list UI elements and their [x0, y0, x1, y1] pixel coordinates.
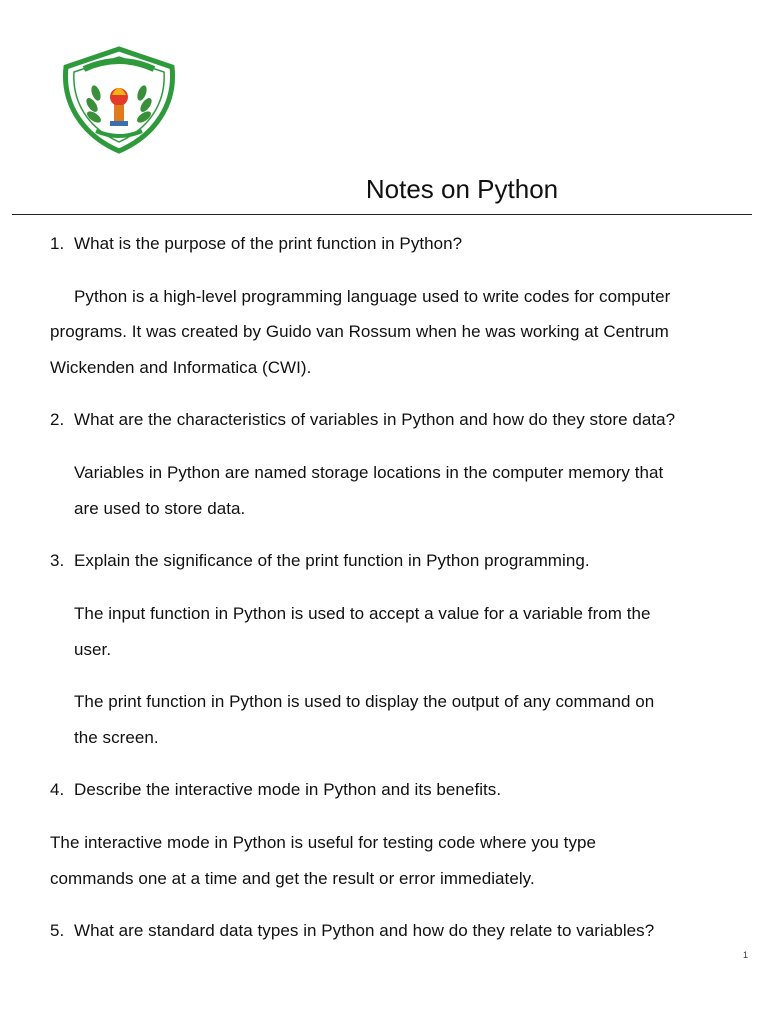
question-text: Describe the interactive mode in Python and its benefits. [74, 780, 502, 799]
question-number: 3. [50, 551, 65, 570]
question-number: 1. [50, 234, 65, 253]
question-number: 5. [50, 921, 65, 940]
question-text: What are standard data types in Python and how do they relate to variables? [74, 921, 655, 940]
question-text: What is the purpose of the print function in Python? [74, 234, 463, 253]
answer-line: the screen. [74, 728, 159, 747]
answer-line: Variables in Python are named storage locations in the computer memory that [74, 463, 664, 482]
answer-line: The interactive mode in Python is useful for testing code where you type [50, 833, 597, 852]
answer-line: commands one at a time and get the result or error immediately. [50, 869, 535, 888]
answer-line: Wickenden and Informatica (CWI). [50, 358, 312, 377]
question-text: What are the characteristics of variables in Python and how do they store data? [74, 410, 676, 429]
page-title: Notes on Python [365, 174, 559, 204]
answer-line: are used to store data. [74, 499, 246, 518]
question-number: 2. [50, 410, 65, 429]
question-number: 4. [50, 780, 65, 799]
answer-line: programs. It was created by Guido van Rossum when he was working at Centrum [50, 322, 669, 341]
school-crest-logo [56, 45, 182, 155]
answer-line: user. [74, 640, 112, 659]
answer-line: The print function in Python is used to display the output of any command on [74, 692, 655, 711]
title-divider [12, 214, 752, 215]
answer-line: Python is a high-level programming language used to write codes for computer [74, 287, 671, 306]
question-text: Explain the significance of the print function in Python programming. [74, 551, 590, 570]
answer-line: The input function in Python is used to accept a value for a variable from the [74, 604, 651, 623]
page-number: 1 [742, 950, 748, 960]
